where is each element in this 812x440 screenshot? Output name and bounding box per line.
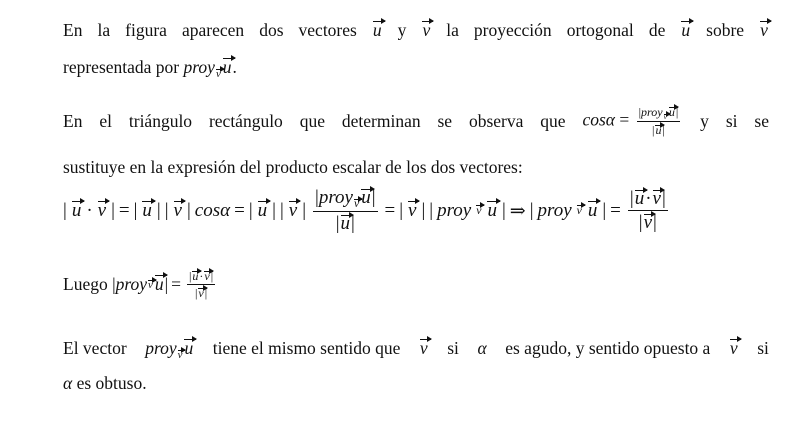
word: se — [437, 110, 453, 131]
word: la — [97, 20, 111, 40]
paragraph-1-line-2 — [63, 57, 769, 80]
paragraph-4-line-2: α es obtuso. — [63, 373, 147, 393]
word: observa — [468, 110, 524, 131]
vector-u: u — [655, 123, 662, 138]
text: Luego — [63, 274, 113, 295]
paragraph-2-line-2 — [63, 157, 769, 178]
word: En — [63, 20, 83, 40]
word: figura — [125, 20, 167, 40]
vector-v: v — [97, 200, 107, 222]
vector-u: u — [257, 200, 268, 222]
vector-u: u — [71, 200, 82, 222]
vector-v: v — [729, 338, 738, 358]
paragraph-4-line-1: El vector proy$_v$ u tiene el mismo sentido que v si α es agudo, y sentido opuesto a v si — [63, 338, 769, 361]
paragraph-3-luego: Luego | proy v u | = $\frac{|u\cdot v|}{|v|}$ — [63, 269, 214, 300]
word: de — [648, 20, 666, 40]
word: sobre — [706, 20, 745, 40]
word: que — [299, 110, 325, 131]
word: vectores — [298, 20, 357, 40]
vector-u: u — [668, 105, 675, 119]
word: rectángulo — [208, 110, 283, 131]
word: y — [397, 20, 407, 40]
vector-v: v — [288, 200, 298, 222]
vector-u: u — [142, 200, 152, 222]
fraction-cos: $\frac{|proy_v u|}{|u|}$ — [638, 105, 679, 138]
fraction-proy-over-u: $\frac{|proy_v u|}{|u|}$ — [315, 187, 376, 235]
equals: = — [619, 109, 630, 130]
vector-u: u — [681, 20, 691, 40]
fraction-result: $\frac{|u\cdot v|}{|v|}$ — [189, 269, 214, 300]
text: representada por — [63, 57, 184, 77]
paragraph-2-line-1 — [63, 106, 769, 137]
word: determinan — [341, 110, 421, 131]
word: triángulo — [128, 110, 193, 131]
proy-label: proy — [183, 57, 215, 77]
vector-v: v — [419, 338, 428, 358]
word: En — [63, 110, 83, 131]
word: proyección — [473, 20, 552, 40]
vector-v: v — [663, 111, 667, 121]
word: que — [540, 110, 566, 131]
implies-arrow: ⇒ — [509, 200, 526, 222]
scalar-product-equation: | u · v | = | u | | v | cosα = | u | | v | $\frac{|proy_v u|}{|u|}$ = | v | | proy v u | ⇒ | proy v u | = $\frac{|u\cdot v|}{|v|}$ — [63, 187, 666, 235]
paragraph-1-line-1 — [63, 20, 769, 41]
period: . — [232, 57, 237, 77]
vector-v: v — [173, 200, 182, 222]
cos-alpha: cosα — [582, 109, 615, 130]
word: si — [725, 110, 738, 131]
word: aparecen — [181, 20, 245, 40]
word: dos — [259, 20, 284, 40]
vector-u: u — [222, 57, 232, 77]
word: se — [754, 110, 769, 131]
alpha: α — [477, 338, 487, 358]
vector-v: v — [215, 67, 221, 80]
vector-v: v — [422, 20, 431, 40]
vector-v: v — [760, 20, 768, 40]
word: y — [700, 110, 709, 131]
word: el — [99, 110, 112, 131]
vector-u: u — [372, 20, 382, 40]
word: ortogonal — [566, 20, 634, 40]
word: la — [446, 20, 459, 40]
alpha: α — [63, 373, 73, 393]
fraction-dot-over-v: $\frac{|u\cdot v|}{|v|}$ — [629, 188, 666, 234]
text: sustituye en la expresión del producto escalar de los dos vectores: — [63, 157, 523, 177]
